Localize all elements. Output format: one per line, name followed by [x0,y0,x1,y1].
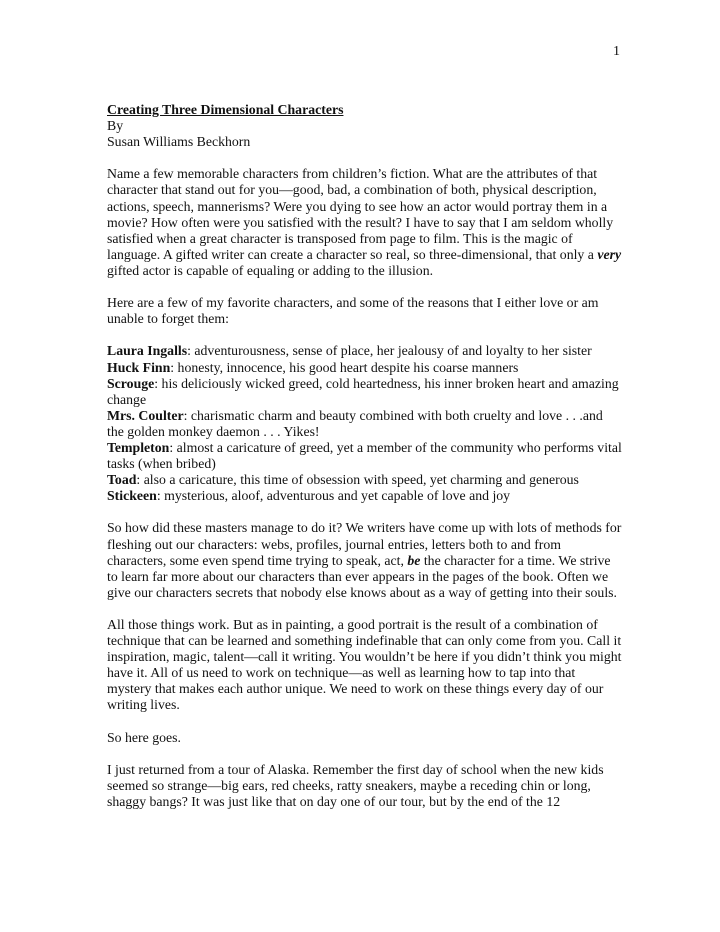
character-name: Toad [107,472,137,488]
character-description: : his deliciously wicked greed, cold heartedness, his inner broken heart and amazing change [107,375,619,407]
character-entry [107,408,622,440]
byline: By [107,118,124,134]
alaska-paragraph: I just returned from a tour of Alaska. Remember the first day of school when the new kids seemed so strange—big ears, red cheeks, ratty sneakers, maybe a receding chin or long, shaggy bangs? It was just like that on day one of our tour, but by the end of the 12 [107,761,604,810]
document-title: Creating Three Dimensional Characters [107,102,344,117]
character-name: Templeton [107,439,170,455]
character-name: Stickeen [107,488,157,504]
here-goes-paragraph: So here goes. [107,729,181,745]
methods-paragraph: So how did these masters manage to do it? We writers have come up with lots of methods for fleshing out our characters: webs, profiles, journal entries, letters both to and from characters, some even spend time trying to speak, act, be the character for a time. We strive to learn far more about our characters than ever appears in the pages of the book. Often we give our characters secrets that nobody else knows about as a way of getting into their souls. [107,520,622,600]
character-description: : also a caricature, this time of obsession with speed, yet charming and generous [136,472,579,488]
character-entry [107,360,622,376]
character-entry [107,343,622,359]
page-number: 1 [613,44,620,59]
character-name: Mrs. Coulter [107,407,184,423]
emphasis-be: be [407,552,421,568]
character-entry [107,440,622,472]
character-description: : mysterious, aloof, adventurous and yet capable of love and joy [156,488,511,504]
author-name: Susan Williams Beckhorn [107,134,251,150]
intro-paragraph: Name a few memorable characters from children’s fiction. What are the attributes of that character that stand out for you—good, bad, a combination of both, physical description, actions, speech, mannerisms? Were you dying to see how an actor would portray them in a movie? How often were you satisfied with the result? I have to say that I am seldom wholly satisfied when a great character is transposed from page to film. This is the magic of language. A gifted writer can create a character so real, so three-dimensional, that only a very gifted actor is capable of equaling or adding to the illusion. [107,166,622,278]
technique-paragraph: All those things work. But as in painting, a good portrait is the result of a combination of technique that can be learned and something indefinable that can only come from you. Call it inspiration, magic, talent—call it writing. You wouldn’t be here if you didn’t think you might have it. All of us need to work on technique—as well as learning how to tap into that mystery that makes each author unique. We need to work on these things every day of our writing lives. [107,617,622,713]
character-entry [107,472,622,488]
character-entry [107,376,622,408]
favorites-paragraph: Here are a few of my favorite characters, and some of the reasons that I either love or am unable to forget them: [107,295,599,327]
character-name: Scrouge [107,375,155,391]
character-description: : honesty, innocence, his good heart despite his coarse manners [170,359,519,375]
document-body [107,102,622,810]
character-list [107,343,622,504]
emphasis-very: very [597,246,622,262]
character-name: Laura Ingalls [107,343,188,359]
character-name: Huck Finn [107,359,171,375]
character-description: : adventurousness, sense of place, her jealousy of and loyalty to her sister [187,343,592,359]
character-description: : charismatic charm and beauty combined with both cruelty and love . . .and the golden monkey daemon . . . Yikes! [107,407,603,439]
character-entry [107,488,622,504]
character-description: : almost a caricature of greed, yet a member of the community who performs vital tasks (when bribed) [107,439,622,472]
